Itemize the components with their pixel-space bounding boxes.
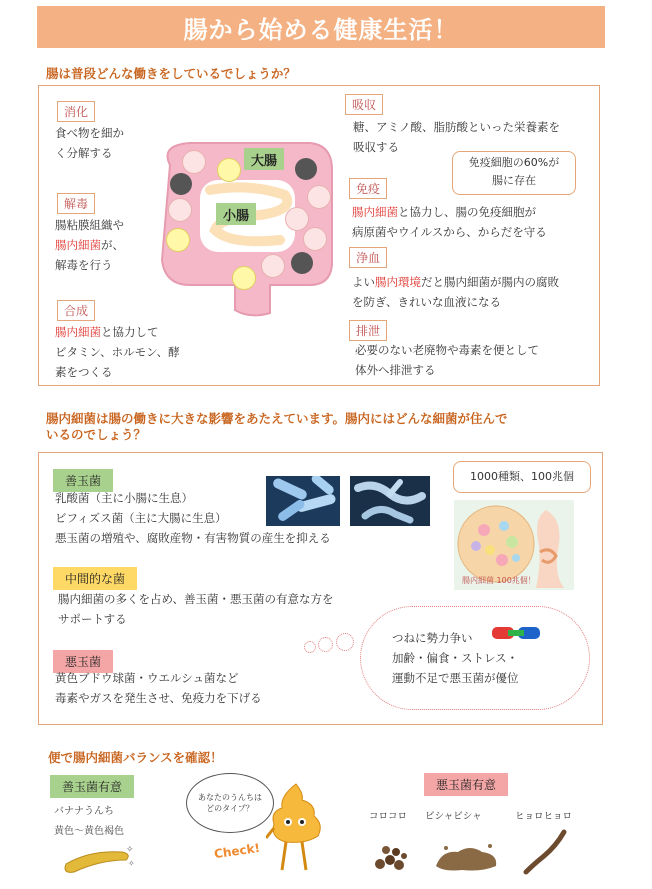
bacteria-count-bubble: 1000種類、100兆個	[453, 461, 591, 493]
speech-bubble: あなたのうんちは どのタイプ？	[186, 773, 274, 833]
good-bacteria-label: 善玉菌	[53, 469, 113, 492]
thought-dot	[336, 633, 354, 651]
tag-absorption: 吸収	[345, 94, 383, 115]
immunity-text: 腸内細菌と協力し、腸の免疫細胞が 病原菌やウイルスから、からだを守る	[352, 205, 547, 239]
section2-heading: 腸内細菌は腸の働きに大きな影響をあたえています。腸内にはどんな細菌が住んで いるのでしょう？	[46, 411, 508, 442]
neutral-bacteria-label: 中間的な菌	[53, 567, 137, 590]
detox-text: 腸粘膜組織や 腸内細菌が、 解毒を行う	[55, 218, 124, 272]
tug-of-war-icon	[490, 621, 542, 643]
neutral-bacteria-icon	[166, 228, 190, 252]
purify-text: よい腸内環境だと腸内細菌が腸内の腐敗 を防ぎ、きれいな血液になる	[352, 275, 559, 309]
neutral-bacteria-text: 腸内細菌の多くを占め、善玉菌・悪玉菌の有意な方を サポートする	[58, 592, 334, 626]
large-intestine-label: 大腸	[244, 148, 284, 170]
immune-cell-bubble: 免疫細胞の60%が 腸に存在	[452, 151, 576, 195]
bad-bacteria-icon	[170, 173, 192, 195]
tag-purify: 浄血	[349, 247, 387, 268]
good-bacteria-icon	[261, 254, 285, 278]
lactobacillus-photo	[266, 476, 340, 526]
thought-dot	[318, 637, 333, 652]
tag-immunity: 免疫	[349, 178, 387, 199]
bad-bacteria-label: 悪玉菌	[53, 650, 113, 673]
good-bacteria-icon	[182, 150, 206, 174]
tag-excretion: 排泄	[349, 320, 387, 341]
good-bacteria-icon	[303, 227, 327, 251]
stool-type-hyorohyoro: ヒョロヒョロ	[515, 811, 573, 822]
neutral-bacteria-icon	[232, 266, 256, 290]
bad-bacteria-text: 黄色ブドウ球菌・ウエルシュ菌など 毒素やガスを発生させ、免疫力を下げる	[55, 671, 262, 705]
stool-type-korokoro: コロコロ	[369, 811, 408, 822]
svg-text:✧: ✧	[126, 845, 134, 855]
good-bacteria-icon	[168, 198, 192, 222]
tag-detox: 解毒	[57, 193, 95, 214]
mascot-character	[266, 778, 326, 878]
good-bacteria-icon	[285, 207, 309, 231]
bad-bacteria-icon	[295, 158, 317, 180]
tag-synthesis: 合成	[57, 300, 95, 321]
thin-stool-icon	[520, 828, 570, 876]
struggle-cloud-text: つねに勢力争い 加齢・偏食・ストレス・ 運動不足で悪玉菌が優位	[392, 631, 519, 685]
digestion-text: 食べ物を細か く分解する	[55, 126, 124, 160]
page-title: 腸から始める健康生活！	[37, 6, 605, 48]
thought-dot	[304, 641, 316, 653]
good-dominant-text: バナナうんち 黄色～黄色褐色	[54, 806, 124, 837]
absorption-text: 糖、アミノ酸、脂肪酸といった栄養素を 吸収する	[353, 120, 560, 154]
poster-caption: 腸内細菌 100兆個！	[462, 576, 536, 585]
synthesis-text: 腸内細菌と協力して ビタミン、ホルモン、酵 素をつくる	[55, 325, 180, 379]
svg-text:✧: ✧	[128, 859, 135, 868]
tag-digestion: 消化	[57, 101, 95, 122]
excretion-text: 必要のない老廃物や毒素を便として 体外へ排泄する	[355, 343, 539, 377]
neutral-bacteria-icon	[217, 158, 241, 182]
bifidobacterium-photo	[350, 476, 430, 526]
bad-dominant-label: 悪玉菌有意	[424, 773, 508, 796]
good-dominant-label: 善玉菌有意	[50, 775, 134, 798]
pellet-stool-icon	[370, 838, 410, 874]
banana-stool-icon	[60, 842, 136, 876]
watery-stool-icon	[432, 840, 502, 874]
good-bacteria-icon	[307, 185, 331, 209]
stool-type-bishabisha: ビシャビシャ	[425, 811, 482, 822]
section3-heading: 便で腸内細菌バランスを確認！	[48, 750, 223, 765]
check-text: Check!	[213, 840, 261, 862]
good-bacteria-text: 乳酸菌（主に小腸に生息） ビフィズス菌（主に大腸に生息） 悪玉菌の増殖や、腐敗産物・有害物質の産生を抑える	[55, 491, 331, 545]
bad-bacteria-icon	[291, 252, 313, 274]
small-intestine-label: 小腸	[216, 203, 256, 225]
section1-heading: 腸は普段どんな働きをしているでしょうか？	[46, 66, 296, 81]
